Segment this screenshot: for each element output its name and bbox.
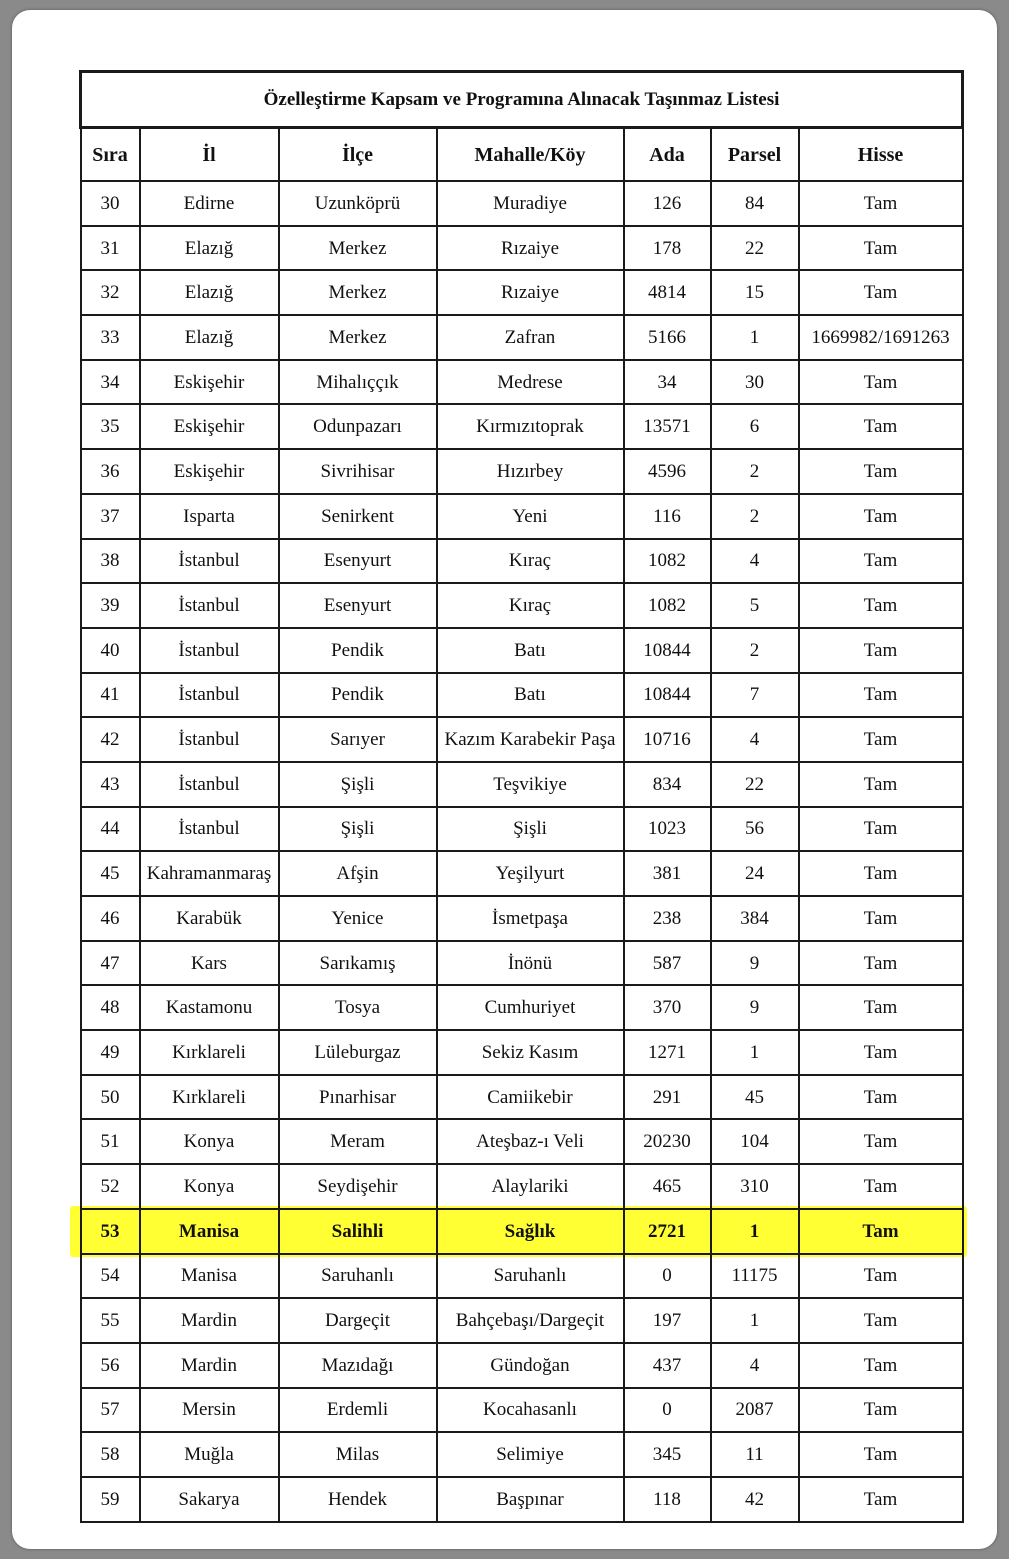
cell-sira: 44: [81, 807, 140, 852]
cell-mahalle: Başpınar: [437, 1477, 624, 1522]
cell-sira: 56: [81, 1343, 140, 1388]
cell-il: Manisa: [140, 1209, 279, 1254]
cell-mahalle: Zafran: [437, 315, 624, 360]
table-row: [81, 985, 963, 1030]
cell-hisse: Tam: [799, 404, 963, 449]
cell-ada: 20230: [624, 1119, 711, 1164]
cell-hisse: Tam: [799, 1164, 963, 1209]
cell-il: İstanbul: [140, 628, 279, 673]
cell-ada: 587: [624, 941, 711, 986]
cell-ada: 381: [624, 851, 711, 896]
cell-mahalle: Kıraç: [437, 583, 624, 628]
cell-mahalle: Şişli: [437, 807, 624, 852]
cell-il: İstanbul: [140, 539, 279, 584]
cell-parsel: 7: [711, 673, 799, 718]
cell-hisse: Tam: [799, 1388, 963, 1433]
cell-hisse: 1669982/1691263: [799, 315, 963, 360]
cell-parsel: 22: [711, 226, 799, 271]
cell-sira: 49: [81, 1030, 140, 1075]
cell-il: Elazığ: [140, 315, 279, 360]
cell-il: İstanbul: [140, 673, 279, 718]
cell-mahalle: Selimiye: [437, 1432, 624, 1477]
cell-mahalle: Medrese: [437, 360, 624, 405]
cell-ada: 10716: [624, 717, 711, 762]
cell-mahalle: Muradiye: [437, 181, 624, 226]
cell-mahalle: Batı: [437, 628, 624, 673]
cell-ada: 178: [624, 226, 711, 271]
cell-ada: 1271: [624, 1030, 711, 1075]
cell-mahalle: Bahçebaşı/Dargeçit: [437, 1298, 624, 1343]
cell-sira: 33: [81, 315, 140, 360]
cell-ilce: Şişli: [279, 807, 437, 852]
cell-il: Elazığ: [140, 270, 279, 315]
cell-parsel: 42: [711, 1477, 799, 1522]
cell-ilce: Seydişehir: [279, 1164, 437, 1209]
cell-parsel: 4: [711, 1343, 799, 1388]
col-header-sira: Sıra: [81, 128, 140, 182]
cell-parsel: 4: [711, 539, 799, 584]
cell-ilce: Lüleburgaz: [279, 1030, 437, 1075]
cell-ilce: Merkez: [279, 270, 437, 315]
cell-sira: 38: [81, 539, 140, 584]
cell-ada: 118: [624, 1477, 711, 1522]
cell-ada: 291: [624, 1075, 711, 1120]
cell-ilce: Şişli: [279, 762, 437, 807]
cell-parsel: 2087: [711, 1388, 799, 1433]
cell-sira: 31: [81, 226, 140, 271]
cell-ilce: Pendik: [279, 673, 437, 718]
cell-il: Konya: [140, 1119, 279, 1164]
cell-ilce: Pınarhisar: [279, 1075, 437, 1120]
cell-il: İstanbul: [140, 583, 279, 628]
cell-mahalle: Sekiz Kasım: [437, 1030, 624, 1075]
table-row: [81, 1075, 963, 1120]
cell-sira: 57: [81, 1388, 140, 1433]
cell-sira: 42: [81, 717, 140, 762]
cell-ada: 0: [624, 1388, 711, 1433]
cell-sira: 40: [81, 628, 140, 673]
cell-il: Manisa: [140, 1254, 279, 1299]
table-row: [81, 1477, 963, 1522]
cell-parsel: 24: [711, 851, 799, 896]
cell-mahalle: İnönü: [437, 941, 624, 986]
cell-il: Kırklareli: [140, 1075, 279, 1120]
cell-mahalle: Camiikebir: [437, 1075, 624, 1120]
cell-il: Elazığ: [140, 226, 279, 271]
cell-sira: 53: [81, 1209, 140, 1254]
cell-il: Edirne: [140, 181, 279, 226]
table-row: [81, 1343, 963, 1388]
cell-ilce: Mazıdağı: [279, 1343, 437, 1388]
cell-sira: 52: [81, 1164, 140, 1209]
table-row: [81, 673, 963, 718]
col-header-mahalle: Mahalle/Köy: [437, 128, 624, 182]
cell-il: Isparta: [140, 494, 279, 539]
cell-il: Mardin: [140, 1343, 279, 1388]
cell-ilce: Mihalıççık: [279, 360, 437, 405]
table-row: [81, 1119, 963, 1164]
cell-mahalle: Hızırbey: [437, 449, 624, 494]
cell-ada: 34: [624, 360, 711, 405]
cell-il: Kırklareli: [140, 1030, 279, 1075]
cell-parsel: 5: [711, 583, 799, 628]
cell-ada: 1082: [624, 539, 711, 584]
cell-ilce: Salihli: [279, 1209, 437, 1254]
cell-ilce: Merkez: [279, 226, 437, 271]
cell-hisse: Tam: [799, 1254, 963, 1299]
cell-ada: 465: [624, 1164, 711, 1209]
cell-parsel: 56: [711, 807, 799, 852]
cell-il: İstanbul: [140, 762, 279, 807]
col-header-il: İl: [140, 128, 279, 182]
cell-parsel: 2: [711, 628, 799, 673]
cell-mahalle: Rızaiye: [437, 270, 624, 315]
cell-hisse: Tam: [799, 807, 963, 852]
cell-ada: 5166: [624, 315, 711, 360]
cell-ilce: Hendek: [279, 1477, 437, 1522]
table-row: [81, 315, 963, 360]
cell-mahalle: Saruhanlı: [437, 1254, 624, 1299]
cell-sira: 48: [81, 985, 140, 1030]
cell-il: Konya: [140, 1164, 279, 1209]
col-header-hisse: Hisse: [799, 128, 963, 182]
cell-sira: 46: [81, 896, 140, 941]
cell-ilce: Dargeçit: [279, 1298, 437, 1343]
cell-parsel: 1: [711, 1298, 799, 1343]
cell-il: İstanbul: [140, 717, 279, 762]
cell-ada: 10844: [624, 673, 711, 718]
cell-hisse: Tam: [799, 1477, 963, 1522]
table-row: [81, 181, 963, 226]
cell-hisse: Tam: [799, 1119, 963, 1164]
cell-ada: 4814: [624, 270, 711, 315]
cell-il: Eskişehir: [140, 360, 279, 405]
table-title: Özelleştirme Kapsam ve Programına Alınacak Taşınmaz Listesi: [81, 72, 963, 128]
cell-hisse: Tam: [799, 1432, 963, 1477]
cell-sira: 47: [81, 941, 140, 986]
cell-parsel: 1: [711, 1209, 799, 1254]
table-body: [81, 181, 963, 1522]
cell-parsel: 45: [711, 1075, 799, 1120]
table-row: [81, 941, 963, 986]
table-row: [81, 762, 963, 807]
cell-parsel: 2: [711, 494, 799, 539]
cell-ilce: Tosya: [279, 985, 437, 1030]
cell-mahalle: Alaylariki: [437, 1164, 624, 1209]
cell-hisse: Tam: [799, 941, 963, 986]
column-header-row: [81, 128, 963, 182]
cell-ilce: Esenyurt: [279, 583, 437, 628]
table-row: [81, 1254, 963, 1299]
cell-hisse: Tam: [799, 896, 963, 941]
cell-hisse: Tam: [799, 1209, 963, 1254]
cell-mahalle: Rızaiye: [437, 226, 624, 271]
cell-mahalle: Sağlık: [437, 1209, 624, 1254]
cell-parsel: 9: [711, 941, 799, 986]
cell-hisse: Tam: [799, 494, 963, 539]
table-row: [81, 628, 963, 673]
cell-il: Kahramanmaraş: [140, 851, 279, 896]
table-row: [81, 226, 963, 271]
table-row: [81, 583, 963, 628]
cell-parsel: 4: [711, 717, 799, 762]
cell-il: Kars: [140, 941, 279, 986]
cell-ada: 2721: [624, 1209, 711, 1254]
cell-hisse: Tam: [799, 449, 963, 494]
cell-ilce: Sarıyer: [279, 717, 437, 762]
cell-parsel: 310: [711, 1164, 799, 1209]
table-row: [81, 449, 963, 494]
cell-il: Sakarya: [140, 1477, 279, 1522]
cell-ilce: Afşin: [279, 851, 437, 896]
cell-sira: 36: [81, 449, 140, 494]
cell-parsel: 30: [711, 360, 799, 405]
table-row: [81, 539, 963, 584]
cell-parsel: 2: [711, 449, 799, 494]
cell-hisse: Tam: [799, 628, 963, 673]
table-row-highlighted: [81, 1209, 963, 1254]
cell-sira: 37: [81, 494, 140, 539]
cell-mahalle: Ateşbaz-ı Veli: [437, 1119, 624, 1164]
cell-hisse: Tam: [799, 1075, 963, 1120]
cell-parsel: 84: [711, 181, 799, 226]
cell-ada: 370: [624, 985, 711, 1030]
cell-sira: 54: [81, 1254, 140, 1299]
table-row: [81, 1030, 963, 1075]
cell-hisse: Tam: [799, 1030, 963, 1075]
cell-hisse: Tam: [799, 717, 963, 762]
table-row: [81, 494, 963, 539]
cell-ada: 834: [624, 762, 711, 807]
cell-sira: 59: [81, 1477, 140, 1522]
cell-parsel: 384: [711, 896, 799, 941]
cell-hisse: Tam: [799, 226, 963, 271]
cell-mahalle: İsmetpaşa: [437, 896, 624, 941]
cell-sira: 35: [81, 404, 140, 449]
cell-ilce: Erdemli: [279, 1388, 437, 1433]
table-row: [81, 1432, 963, 1477]
cell-ilce: Sivrihisar: [279, 449, 437, 494]
cell-sira: 32: [81, 270, 140, 315]
cell-il: Muğla: [140, 1432, 279, 1477]
cell-sira: 30: [81, 181, 140, 226]
cell-il: Mardin: [140, 1298, 279, 1343]
table-row: [81, 360, 963, 405]
cell-mahalle: Kırmızıtoprak: [437, 404, 624, 449]
cell-hisse: Tam: [799, 762, 963, 807]
cell-parsel: 11: [711, 1432, 799, 1477]
table-row: [81, 404, 963, 449]
cell-hisse: Tam: [799, 1298, 963, 1343]
cell-ada: 10844: [624, 628, 711, 673]
cell-hisse: Tam: [799, 851, 963, 896]
cell-hisse: Tam: [799, 360, 963, 405]
cell-il: Kastamonu: [140, 985, 279, 1030]
cell-il: İstanbul: [140, 807, 279, 852]
cell-il: Karabük: [140, 896, 279, 941]
cell-ilce: Yenice: [279, 896, 437, 941]
cell-ilce: Pendik: [279, 628, 437, 673]
cell-ilce: Meram: [279, 1119, 437, 1164]
cell-hisse: Tam: [799, 1343, 963, 1388]
cell-ada: 197: [624, 1298, 711, 1343]
cell-ilce: Uzunköprü: [279, 181, 437, 226]
cell-ada: 13571: [624, 404, 711, 449]
col-header-ada: Ada: [624, 128, 711, 182]
cell-hisse: Tam: [799, 270, 963, 315]
cell-ada: 0: [624, 1254, 711, 1299]
cell-ilce: Milas: [279, 1432, 437, 1477]
cell-ada: 437: [624, 1343, 711, 1388]
cell-mahalle: Gündoğan: [437, 1343, 624, 1388]
property-list-table: [79, 70, 964, 1523]
cell-mahalle: Batı: [437, 673, 624, 718]
table-row: [81, 851, 963, 896]
cell-ada: 1023: [624, 807, 711, 852]
cell-ilce: Esenyurt: [279, 539, 437, 584]
table-row: [81, 270, 963, 315]
cell-parsel: 15: [711, 270, 799, 315]
col-header-ilce: İlçe: [279, 128, 437, 182]
cell-parsel: 22: [711, 762, 799, 807]
cell-il: Eskişehir: [140, 404, 279, 449]
cell-ada: 126: [624, 181, 711, 226]
cell-sira: 50: [81, 1075, 140, 1120]
cell-sira: 41: [81, 673, 140, 718]
cell-hisse: Tam: [799, 181, 963, 226]
cell-sira: 55: [81, 1298, 140, 1343]
table-row: [81, 1298, 963, 1343]
cell-ilce: Saruhanlı: [279, 1254, 437, 1299]
cell-parsel: 1: [711, 315, 799, 360]
table-row: [81, 1388, 963, 1433]
cell-sira: 39: [81, 583, 140, 628]
cell-hisse: Tam: [799, 985, 963, 1030]
cell-ilce: Merkez: [279, 315, 437, 360]
col-header-parsel: Parsel: [711, 128, 799, 182]
cell-hisse: Tam: [799, 583, 963, 628]
cell-parsel: 6: [711, 404, 799, 449]
cell-ilce: Odunpazarı: [279, 404, 437, 449]
cell-mahalle: Kazım Karabekir Paşa: [437, 717, 624, 762]
cell-ada: 4596: [624, 449, 711, 494]
cell-ada: 1082: [624, 583, 711, 628]
cell-sira: 51: [81, 1119, 140, 1164]
cell-mahalle: Teşvikiye: [437, 762, 624, 807]
cell-mahalle: Yeni: [437, 494, 624, 539]
cell-parsel: 11175: [711, 1254, 799, 1299]
cell-sira: 58: [81, 1432, 140, 1477]
cell-parsel: 9: [711, 985, 799, 1030]
cell-ilce: Senirkent: [279, 494, 437, 539]
cell-ada: 238: [624, 896, 711, 941]
cell-parsel: 104: [711, 1119, 799, 1164]
cell-mahalle: Cumhuriyet: [437, 985, 624, 1030]
cell-hisse: Tam: [799, 539, 963, 584]
cell-sira: 34: [81, 360, 140, 405]
cell-ilce: Sarıkamış: [279, 941, 437, 986]
table-row: [81, 807, 963, 852]
cell-parsel: 1: [711, 1030, 799, 1075]
cell-il: Eskişehir: [140, 449, 279, 494]
cell-hisse: Tam: [799, 673, 963, 718]
cell-mahalle: Kocahasanlı: [437, 1388, 624, 1433]
table-row: [81, 717, 963, 762]
cell-mahalle: Kıraç: [437, 539, 624, 584]
cell-sira: 43: [81, 762, 140, 807]
cell-mahalle: Yeşilyurt: [437, 851, 624, 896]
cell-ada: 345: [624, 1432, 711, 1477]
table-row: [81, 896, 963, 941]
cell-il: Mersin: [140, 1388, 279, 1433]
document-page: [12, 10, 997, 1549]
cell-sira: 45: [81, 851, 140, 896]
table-row: [81, 1164, 963, 1209]
cell-ada: 116: [624, 494, 711, 539]
